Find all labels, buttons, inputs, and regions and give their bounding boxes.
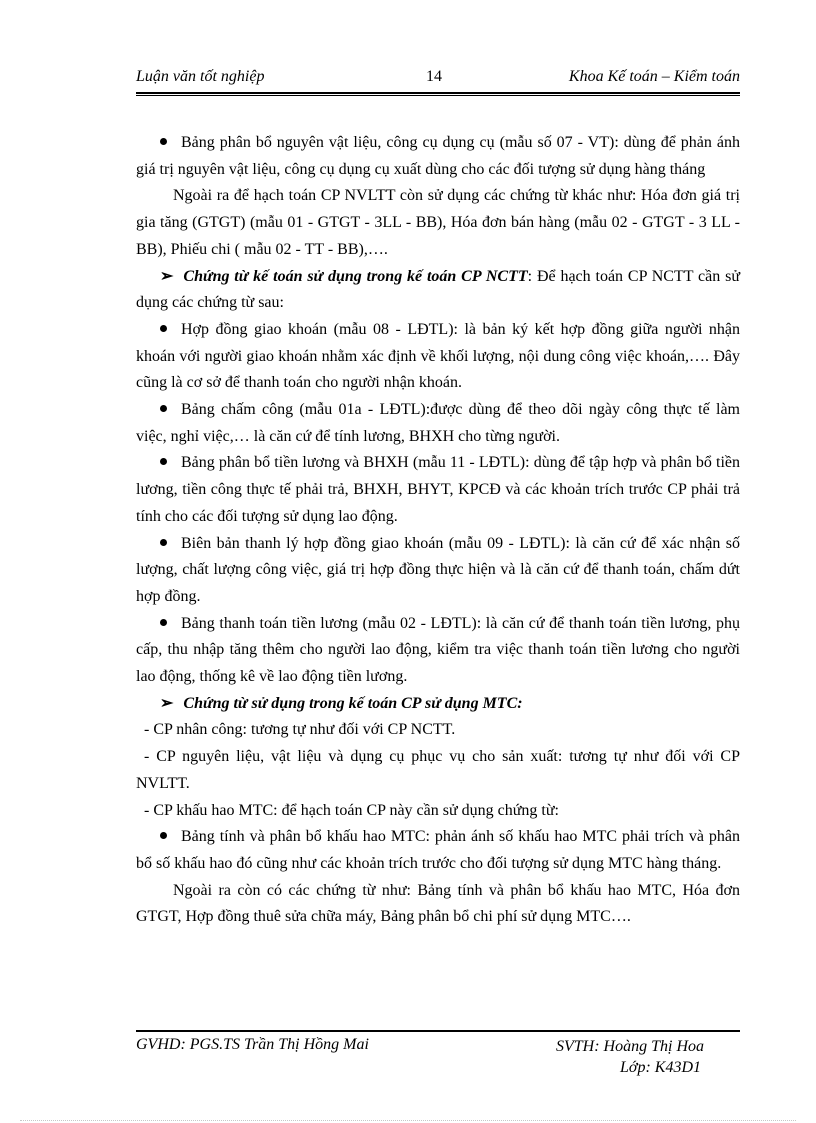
bullet-paragraph: Bảng chấm công (mẫu 01a - LĐTL):được dùng để theo dõi ngày công thực tế làm việc, nghỉ việc,… là căn cứ để tính lương, BHXH cho từng người. bbox=[136, 401, 740, 445]
page-edge-divider bbox=[20, 1120, 796, 1121]
dash-item: - CP nhân công: tương tự như đối với CP NCTT. bbox=[144, 721, 456, 739]
section-heading: ➢ Chứng từ sử dụng trong kế toán CP sử dụng MTC: bbox=[160, 694, 523, 712]
page-header bbox=[136, 66, 740, 92]
bullet-paragraph: Bảng phân bổ nguyên vật liệu, công cụ dụng cụ (mẫu số 07 - VT): dùng để phản ánh giá trị nguyên vật liệu, công cụ dụng cụ xuất dùng cho các đối tượng sử dụng hàng tháng bbox=[136, 134, 740, 178]
bullet-icon bbox=[160, 832, 167, 839]
header-rule-thin bbox=[136, 95, 740, 96]
bullet-paragraph: Hợp đồng giao khoán (mẫu 08 - LĐTL): là bản ký kết hợp đồng giữa người nhận khoán với người giao khoán nhằm xác định về khối lượng, nội dung công việc khoán,…. Đây cũng là cơ sở để thanh toán cho người nhận khoán. bbox=[136, 320, 740, 392]
arrow-icon: ➢ bbox=[160, 267, 174, 285]
footer-rule bbox=[136, 1030, 740, 1032]
dash-item: - CP nguyên liệu, vật liệu và dụng cụ phục vụ cho sản xuất: tương tự như đối với CP NVLTT. bbox=[136, 748, 740, 792]
page-number: 14 bbox=[426, 68, 442, 85]
footer-student: SVTH: Hoàng Thị Hoa bbox=[556, 1038, 705, 1055]
page-body bbox=[136, 130, 740, 931]
bullet-paragraph: Bảng thanh toán tiền lương (mẫu 02 - LĐTL): là căn cứ để thanh toán tiền lương, phụ cấp, thu nhập tăng thêm cho người lao động, kiểm tra việc thanh toán tiền lương cho người lao động, thống kê về lao động tiền lương. bbox=[136, 614, 740, 686]
bullet-paragraph: Biên bản thanh lý hợp đồng giao khoán (mẫu 09 - LĐTL): là căn cứ để xác nhận số lượng, chất lượng công việc, giá trị hợp đồng thực hiện và là căn cứ để thanh toán, chấm dứt hợp đồng. bbox=[136, 534, 740, 605]
bullet-icon bbox=[160, 138, 167, 145]
header-rule bbox=[136, 92, 740, 94]
footer-class: Lớp: K43D1 bbox=[620, 1059, 701, 1076]
paragraph: Ngoài ra còn có các chứng từ như: Bảng tính và phân bổ khấu hao MTC, Hóa đơn GTGT, Hợp đồng thuê sửa chữa máy, Bảng phân bổ chi phí sử dụng MTC…. bbox=[136, 881, 740, 926]
bullet-icon bbox=[160, 539, 167, 546]
bullet-icon bbox=[160, 325, 167, 332]
bullet-icon bbox=[160, 405, 167, 412]
paragraph: Ngoài ra để hạch toán CP NVLTT còn sử dụng các chứng từ khác như: Hóa đơn giá trị gia tăng (GTGT) (mẫu 01 - GTGT - 3LL - BB), Hóa đơn bán hàng (mẫu 02 - GTGT - 3 LL - BB), Phiếu chi ( mẫu 02 - TT - BB),…. bbox=[136, 187, 740, 258]
bullet-paragraph: Bảng tính và phân bổ khấu hao MTC: phản ánh số khấu hao MTC phải trích và phân bổ số khấu hao đó cũng như các khoản trích trước cho đối tượng sử dụng MTC hàng tháng. bbox=[136, 828, 740, 872]
header-department: Khoa Kế toán – Kiểm toán bbox=[568, 68, 740, 85]
footer-student-info bbox=[556, 1036, 704, 1078]
arrow-icon: ➢ bbox=[160, 694, 174, 712]
section-heading: ➢ Chứng từ kế toán sử dụng trong kế toán CP NCTT: Để hạch toán CP NCTT cần sử dụng các chứng từ sau: bbox=[136, 267, 740, 312]
footer-supervisor: GVHD: PGS.TS Trần Thị Hồng Mai bbox=[136, 1036, 369, 1053]
header-thesis-title: Luận văn tốt nghiệp bbox=[136, 68, 265, 85]
bullet-icon bbox=[160, 619, 167, 626]
dash-item: - CP khấu hao MTC: để hạch toán CP này cần sử dụng chứng từ: bbox=[144, 801, 559, 819]
bullet-icon bbox=[160, 458, 167, 465]
bullet-paragraph: Bảng phân bổ tiền lương và BHXH (mẫu 11 - LĐTL): dùng để tập hợp và phân bổ tiền lương, tiền công thực tế phải trả, BHXH, BHYT, KPCĐ và các khoản trích trước CP phải trả tính cho các đối tượng sử dụng lao động. bbox=[136, 454, 740, 525]
